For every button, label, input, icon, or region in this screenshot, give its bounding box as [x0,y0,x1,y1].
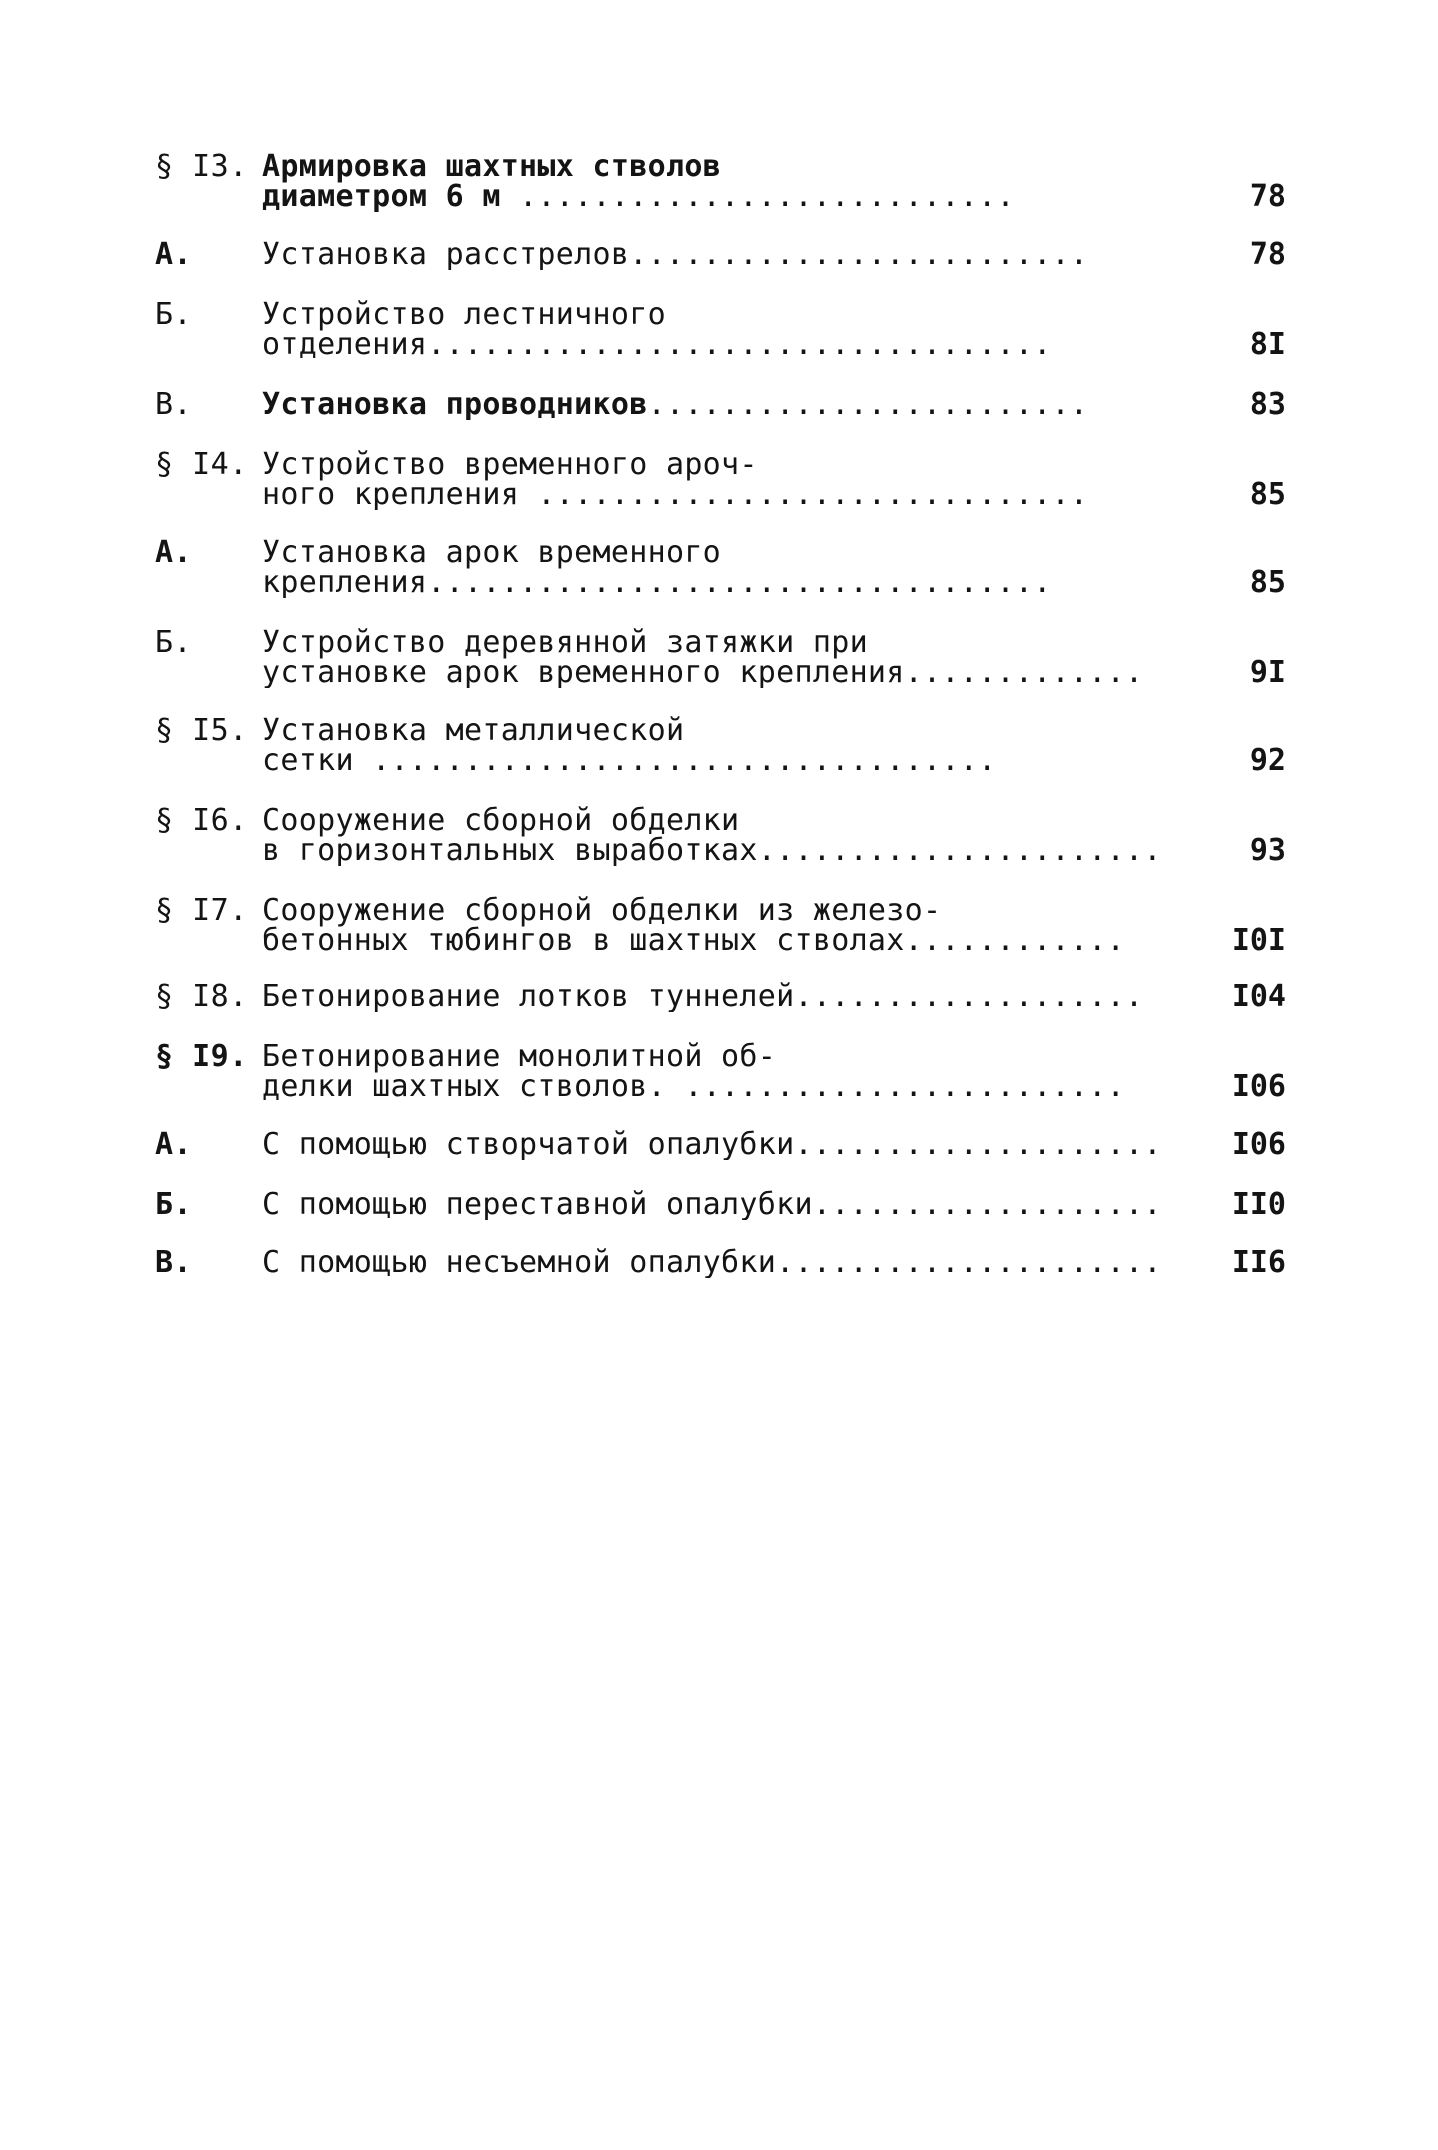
toc-entry-leader-line [262,568,1162,598]
toc-entry-title [262,149,1162,212]
toc-entry-label: Б. [155,1187,193,1222]
toc-entry-title [262,713,1162,776]
toc-entry-leader-line [262,1248,1162,1278]
toc-entry-title-last: отделения [262,330,428,360]
toc-entry-leader-line [262,480,1162,510]
toc-entry-label: § I6. [155,803,248,838]
toc-entry-page: 92 [1249,743,1286,778]
toc-entry-page: I0I [1231,923,1286,958]
toc-entry-title-line: Сооружение сборной обделки из железо- [262,893,942,928]
toc-entry-title [262,535,1162,598]
toc-entry-leader-line [262,836,1162,866]
toc-entry-title-last: сетки [262,746,354,776]
toc-entry-title-line: Установка арок временного [262,535,722,570]
toc-entry-title-last: установке арок временного крепления [262,658,905,688]
toc-entry-title-line: Устройство временного aроч- [262,447,758,482]
toc-entry-dot-leader: .................................. [427,330,1052,360]
toc-entry-dot-leader: ......................... [629,240,1089,270]
toc-entry-title [262,1248,1162,1278]
toc-entry-title [262,625,1162,688]
toc-entry-page: II0 [1231,1187,1286,1222]
toc-entry-label: В. [155,387,193,422]
toc-entry-title-line: Сооружение сборной обделки [262,803,740,838]
toc-entry-page: 85 [1249,565,1286,600]
toc-entry-page: 85 [1249,477,1286,512]
toc-entry-label: § I5. [155,713,248,748]
toc-entry-title-last: делки шахтных стволов. [262,1072,666,1102]
toc-entry-label: А. [155,535,193,570]
toc-entry-label: § I3. [155,149,248,184]
toc-entry-title-last: в горизонтальных выработках [262,836,758,866]
toc-entry-leader-line [262,182,1162,212]
toc-entry-title-line: Устройство лестничного [262,297,666,332]
toc-entry-dot-leader: .................................. [427,568,1052,598]
toc-entry-leader-line [262,1072,1162,1102]
toc-entry-title [262,297,1162,360]
toc-entry-title [262,893,1162,956]
toc-entry-page: 78 [1249,179,1286,214]
toc-entry-dot-leader: ........................ [665,1072,1126,1102]
toc-entry-label: Б. [155,297,193,332]
toc-entry-title [262,390,1162,420]
toc-entry-dot-leader: ........................ [647,390,1089,420]
toc-entry-dot-leader: ................... [812,1190,1162,1220]
toc-entry-title-last: С помощью несъемной опалубки [262,1248,777,1278]
toc-entry-page: II6 [1231,1245,1286,1280]
toc-entry-title-last: диаметром 6 м [262,182,501,212]
toc-entry-dot-leader: ............ [904,926,1125,956]
toc-entry-title [262,982,1162,1012]
toc-entry-title-last: ного крепления [262,480,520,510]
toc-entry-leader-line [262,390,1162,420]
toc-entry-leader-line [262,926,1162,956]
toc-entry-label: А. [155,237,193,272]
toc-entry-dot-leader: ................... [794,982,1144,1012]
toc-entry-title [262,240,1162,270]
toc-entry-page: 8I [1249,327,1286,362]
toc-entry-leader-line [262,982,1162,1012]
toc-entry-title-last: С помощью створчатой опалубки [262,1130,795,1160]
toc-entry-label: § I4. [155,447,248,482]
toc-entry-page: 83 [1249,387,1286,422]
toc-entry-label: Б. [155,625,193,660]
toc-entry-dot-leader: ............. [904,658,1144,688]
toc-entry-dot-leader: .............................. [519,480,1089,510]
toc-entry-title-last: Бетонирование лотков туннелей [262,982,795,1012]
toc-entry-title-line: Бетонирование монолитной об- [262,1039,777,1074]
toc-entry-label: А. [155,1127,193,1162]
toc-entry-dot-leader: ...................... [757,836,1162,866]
toc-entry-title-line: Установка металлической [262,713,685,748]
toc-entry-title-last: С помощью переставной опалубки [262,1190,813,1220]
toc-entry-page: 78 [1249,237,1286,272]
toc-entry-page: 9I [1249,655,1286,690]
toc-entry-leader-line [262,746,1162,776]
toc-entry-dot-leader: ........................... [500,182,1015,212]
toc-entry-title-line: Устройство деревянной затяжки при [262,625,868,660]
toc-entry-dot-leader: .................................. [353,746,997,776]
toc-entry-dot-leader: ..................... [776,1248,1162,1278]
toc-entry-title-last: Установка проводников [262,390,648,420]
toc-entry-label: В. [155,1245,193,1280]
toc-entry-title-last: крепления [262,568,428,598]
toc-entry-label: § I9. [155,1039,248,1074]
toc-entry-page: I04 [1231,979,1286,1014]
toc-entry-leader-line [262,1130,1162,1160]
toc-entry-title-last: Установка расстрелов [262,240,630,270]
toc-entry-leader-line [262,240,1162,270]
toc-entry-title-line: Армировка шахтных стволов [262,149,722,184]
toc-entry-title [262,1039,1162,1102]
toc-entry-title [262,1130,1162,1160]
toc-entry-page: 93 [1249,833,1286,868]
toc-entry-dot-leader: .................... [794,1130,1162,1160]
toc-entry-label: § I8. [155,979,248,1014]
toc-entry-leader-line [262,330,1162,360]
toc-entry-title [262,447,1162,510]
toc-entry-title-last: бетонных тюбингов в шахтных стволах [262,926,905,956]
toc-entry-label: § I7. [155,893,248,928]
toc-entry-page: I06 [1231,1127,1286,1162]
toc-entry-title [262,1190,1162,1220]
toc-entry-leader-line [262,658,1162,688]
toc-entry-title [262,803,1162,866]
toc-entry-leader-line [262,1190,1162,1220]
toc-entry-page: I06 [1231,1069,1286,1104]
